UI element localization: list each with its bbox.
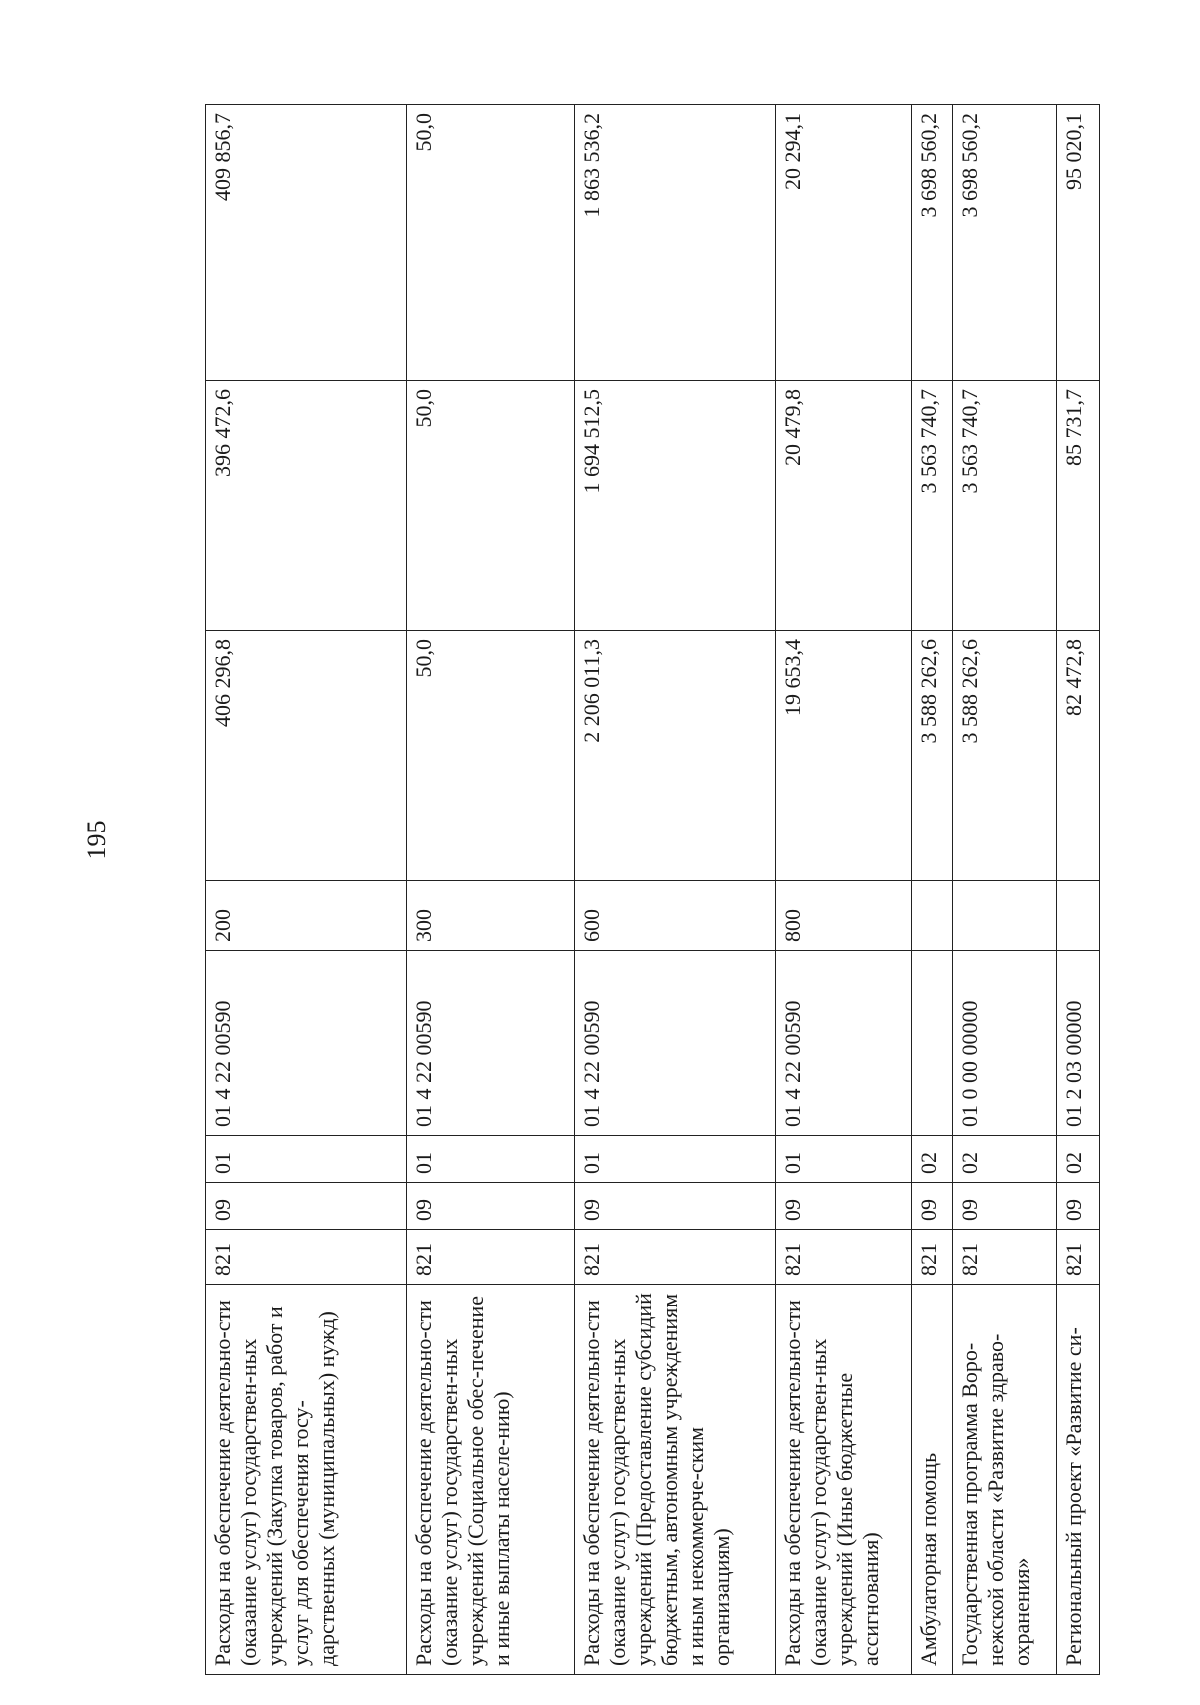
target-article: 01 4 22 00590 <box>206 951 407 1136</box>
budget-table-rotated <box>205 105 1100 1675</box>
expense-type: 200 <box>206 881 407 951</box>
section-code: 09 <box>406 1183 574 1230</box>
section-code: 09 <box>206 1183 407 1230</box>
table-row <box>1056 105 1100 1675</box>
expense-type: 300 <box>406 881 574 951</box>
target-article <box>912 951 953 1136</box>
table-row <box>912 105 953 1675</box>
ministry-code: 821 <box>406 1230 574 1285</box>
target-article: 01 0 00 00000 <box>953 951 1056 1136</box>
ministry-code: 821 <box>1056 1230 1100 1285</box>
amount-year-3: 95 020,1 <box>1056 105 1100 381</box>
table-row <box>206 105 407 1675</box>
row-name: Расходы на обеспечение деятельно-сти (оказание услуг) государствен-ных учреждений (Иные бюджетные ассигнования) <box>776 1285 912 1675</box>
amount-year-1: 50,0 <box>406 631 574 881</box>
amount-year-2: 3 563 740,7 <box>953 381 1056 631</box>
row-name: Региональный проект «Развитие си- <box>1056 1285 1100 1675</box>
section-code: 09 <box>1056 1183 1100 1230</box>
amount-year-2: 3 563 740,7 <box>912 381 953 631</box>
page-number: 195 <box>82 820 111 860</box>
ministry-code: 821 <box>776 1230 912 1285</box>
amount-year-2: 1 694 512,5 <box>575 381 776 631</box>
target-article: 01 4 22 00590 <box>575 951 776 1136</box>
expense-type <box>912 881 953 951</box>
amount-year-1: 82 472,8 <box>1056 631 1100 881</box>
amount-year-1: 2 206 011,3 <box>575 631 776 881</box>
subsection-code: 01 <box>406 1136 574 1183</box>
ministry-code: 821 <box>575 1230 776 1285</box>
amount-year-2: 85 731,7 <box>1056 381 1100 631</box>
subsection-code: 02 <box>912 1136 953 1183</box>
table-row <box>776 105 912 1675</box>
target-article: 01 2 03 00000 <box>1056 951 1100 1136</box>
table-row <box>953 105 1056 1675</box>
ministry-code: 821 <box>912 1230 953 1285</box>
amount-year-1: 19 653,4 <box>776 631 912 881</box>
ministry-code: 821 <box>953 1230 1056 1285</box>
section-code: 09 <box>776 1183 912 1230</box>
subsection-code: 01 <box>206 1136 407 1183</box>
amount-year-2: 50,0 <box>406 381 574 631</box>
subsection-code: 02 <box>953 1136 1056 1183</box>
subsection-code: 01 <box>776 1136 912 1183</box>
subsection-code: 01 <box>575 1136 776 1183</box>
amount-year-3: 409 856,7 <box>206 105 407 381</box>
expense-type <box>953 881 1056 951</box>
amount-year-1: 3 588 262,6 <box>912 631 953 881</box>
expense-type: 800 <box>776 881 912 951</box>
amount-year-1: 406 296,8 <box>206 631 407 881</box>
expense-type <box>1056 881 1100 951</box>
amount-year-3: 50,0 <box>406 105 574 381</box>
amount-year-2: 20 479,8 <box>776 381 912 631</box>
expense-type: 600 <box>575 881 776 951</box>
budget-table <box>205 104 1100 1675</box>
ministry-code: 821 <box>206 1230 407 1285</box>
target-article: 01 4 22 00590 <box>776 951 912 1136</box>
row-name: Расходы на обеспечение деятельно-сти (оказание услуг) государствен-ных учреждений (Предоставление субсидий бюджетным, автономным учреждениям и иным некоммерче-ским организациям) <box>575 1285 776 1675</box>
target-article: 01 4 22 00590 <box>406 951 574 1136</box>
section-code: 09 <box>912 1183 953 1230</box>
amount-year-3: 3 698 560,2 <box>953 105 1056 381</box>
row-name: Расходы на обеспечение деятельно-сти (оказание услуг) государствен-ных учреждений (Закупка товаров, работ и услуг для обеспечения госу-дарственных (муниципальных) нужд) <box>206 1285 407 1675</box>
section-code: 09 <box>953 1183 1056 1230</box>
row-name: Государственная программа Воро-нежской области «Развитие здраво-охранения» <box>953 1285 1056 1675</box>
amount-year-2: 396 472,6 <box>206 381 407 631</box>
amount-year-3: 20 294,1 <box>776 105 912 381</box>
amount-year-1: 3 588 262,6 <box>953 631 1056 881</box>
amount-year-3: 1 863 536,2 <box>575 105 776 381</box>
row-name: Амбулаторная помощь <box>912 1285 953 1675</box>
section-code: 09 <box>575 1183 776 1230</box>
subsection-code: 02 <box>1056 1136 1100 1183</box>
table-row <box>575 105 776 1675</box>
row-name: Расходы на обеспечение деятельно-сти (оказание услуг) государствен-ных учреждений (Социальное обес-печение и иные выплаты населе-нию) <box>406 1285 574 1675</box>
table-row <box>406 105 574 1675</box>
amount-year-3: 3 698 560,2 <box>912 105 953 381</box>
